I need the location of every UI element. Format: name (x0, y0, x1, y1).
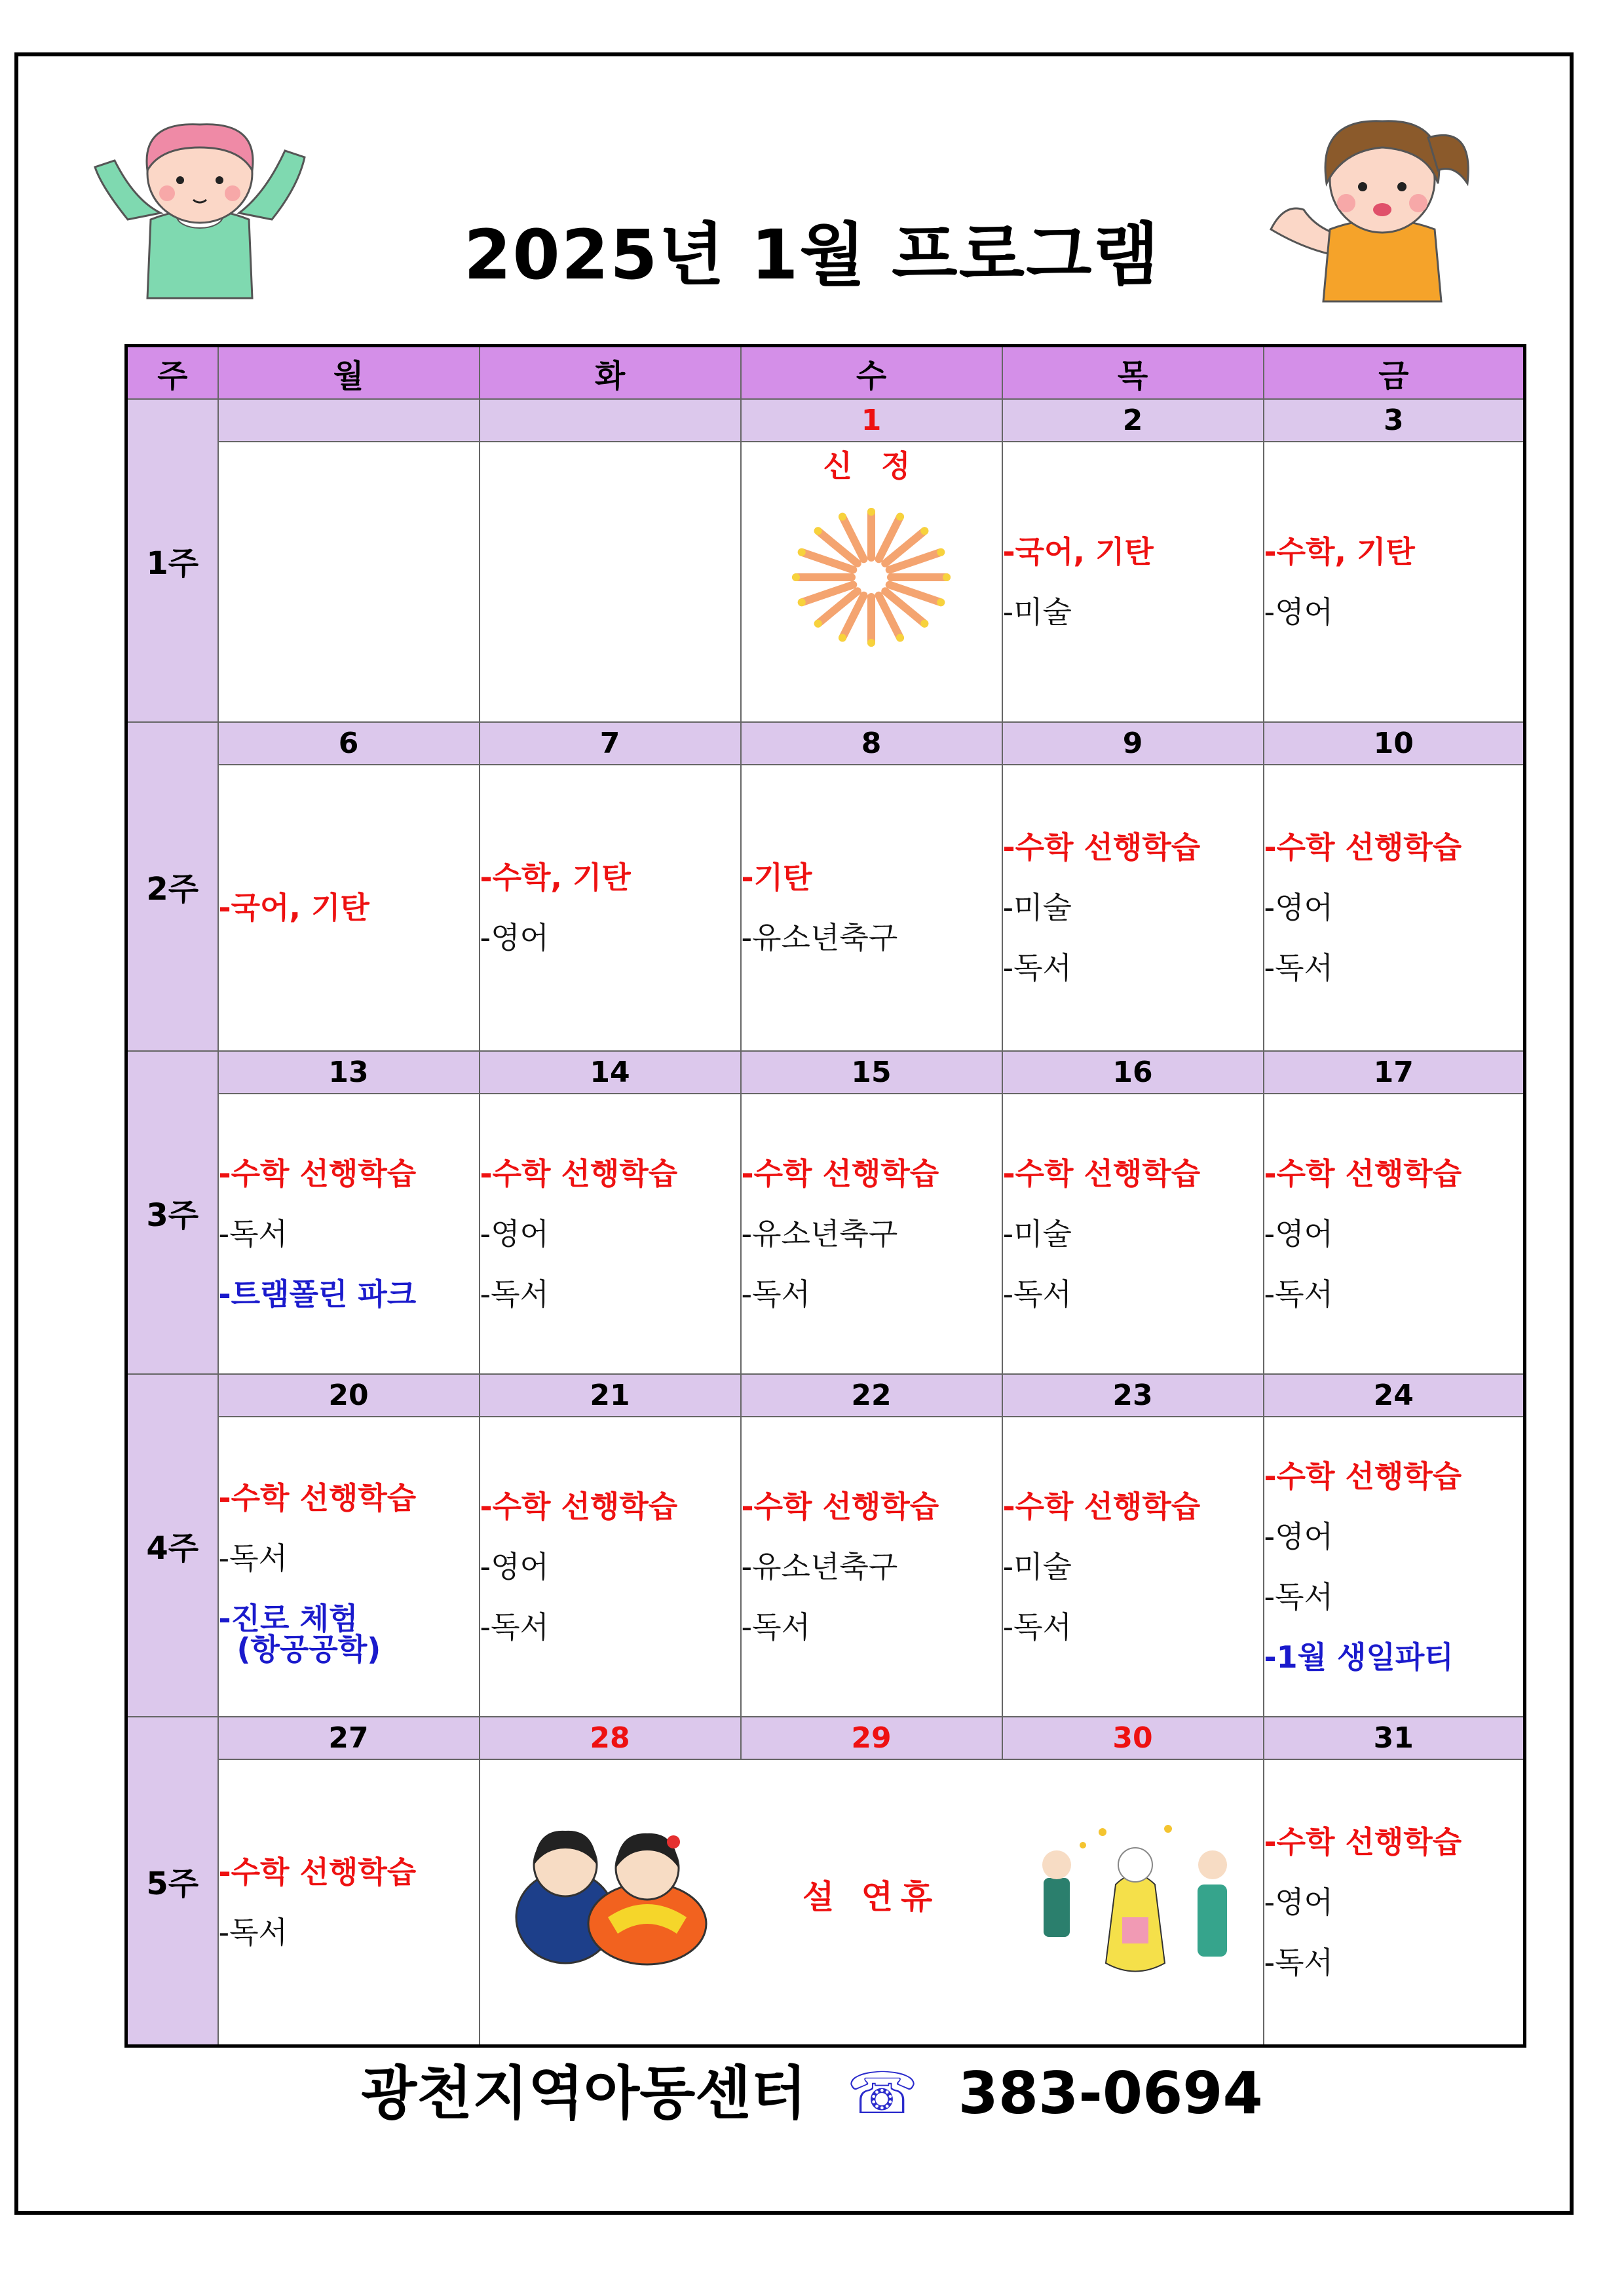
program-cell (218, 442, 480, 721)
program-cell (741, 765, 1002, 1052)
date-cell (218, 399, 480, 442)
header-week: 주 (126, 346, 218, 400)
program-item: -수학 선행학습 (480, 1488, 678, 1524)
program-item: -수학 선행학습 (480, 1156, 678, 1192)
program-item: -영어 (480, 1548, 549, 1584)
date-cell: 13 (218, 1051, 480, 1094)
program-cell (1002, 1094, 1264, 1373)
program-item: -수학 선행학습 (1002, 1488, 1201, 1524)
program-row (126, 1417, 1525, 1717)
week-label: 2주 (126, 722, 218, 1052)
date-cell: 8 (741, 722, 1002, 765)
program-item: -독서 (1002, 1276, 1072, 1312)
program-item: -수학 선행학습 (741, 1488, 939, 1524)
program-item: -진로 체험 (218, 1600, 358, 1636)
program-item: -독서 (1264, 950, 1333, 986)
date-cell: 10 (1264, 722, 1525, 765)
program-subnote: (항공공학) (236, 1631, 381, 1667)
date-cell: 16 (1002, 1051, 1264, 1094)
date-cell: 1 (741, 399, 1002, 442)
program-item: -수학, 기탄 (480, 860, 631, 896)
program-item: -독서 (1002, 950, 1072, 986)
header-thu: 목 (1002, 346, 1264, 400)
program-cell (1264, 1759, 1525, 2046)
program-cell (218, 765, 480, 1052)
program-item: -독서 (1264, 1578, 1333, 1615)
date-cell: 15 (741, 1051, 1002, 1094)
program-cell (1264, 765, 1525, 1052)
header-tue: 화 (480, 346, 741, 400)
date-cell: 3 (1264, 399, 1525, 442)
program-item: -유소년축구 (741, 920, 898, 956)
date-cell: 30 (1002, 1717, 1264, 1759)
calendar-table (124, 344, 1526, 2048)
program-item: -수학 선행학습 (1264, 1458, 1462, 1494)
header-row (126, 346, 1525, 400)
date-row (126, 1051, 1525, 1094)
header-fri: 금 (1264, 346, 1525, 400)
header-mon: 월 (218, 346, 480, 400)
program-cell (1002, 1417, 1264, 1717)
program-cell (218, 1759, 480, 2046)
program-item: -1월 생일파티 (1264, 1639, 1454, 1675)
holiday-label: 설 연휴 (803, 1878, 941, 1916)
program-item: -독서 (1264, 1944, 1333, 1980)
program-cell (218, 1417, 480, 1717)
date-cell (480, 399, 741, 442)
program-item: -유소년축구 (741, 1548, 898, 1584)
program-item: -독서 (480, 1609, 549, 1645)
program-item: -수학 선행학습 (1002, 1156, 1201, 1192)
new-year-label: 신 정 (823, 448, 920, 484)
date-cell: 22 (741, 1374, 1002, 1417)
program-item: -영어 (480, 1216, 549, 1252)
program-item: -수학 선행학습 (218, 1480, 417, 1516)
program-item: -영어 (480, 920, 549, 956)
program-item: -독서 (1264, 1276, 1333, 1312)
program-item: -영어 (1264, 594, 1333, 630)
week-label: 1주 (126, 399, 218, 722)
date-row (126, 1717, 1525, 1759)
date-row (126, 399, 1525, 442)
date-cell: 28 (480, 1717, 741, 1759)
program-cell (741, 1417, 1002, 1717)
date-cell: 21 (480, 1374, 741, 1417)
date-cell: 2 (1002, 399, 1264, 442)
fireworks-icon (780, 505, 963, 656)
program-item: -영어 (1264, 1518, 1333, 1554)
header-wed: 수 (741, 346, 1002, 400)
page-title: 2025년 1월 프로그램 (463, 215, 1160, 295)
program-item: -기탄 (741, 860, 812, 896)
program-row (126, 1094, 1525, 1373)
seollal-lucky-bag-illustration (1024, 1819, 1247, 1983)
program-item: -독서 (218, 1540, 288, 1576)
program-item: -영어 (1264, 1216, 1333, 1252)
program-item: -미술 (1002, 1548, 1072, 1584)
phone-number: 383-0694 (958, 2059, 1263, 2127)
program-cell (480, 442, 741, 721)
week-label: 5주 (126, 1717, 218, 2046)
date-cell: 20 (218, 1374, 480, 1417)
program-item: -독서 (480, 1276, 549, 1312)
date-cell: 27 (218, 1717, 480, 1759)
date-cell: 17 (1264, 1051, 1525, 1094)
program-item: -수학, 기탄 (1264, 533, 1415, 569)
program-item: -국어, 기탄 (1002, 533, 1154, 569)
program-item: -수학 선행학습 (741, 1156, 939, 1192)
week-label: 4주 (126, 1374, 218, 1717)
program-item: -미술 (1002, 890, 1072, 926)
program-item: -독서 (741, 1609, 810, 1645)
program-item: -독서 (741, 1276, 810, 1312)
program-item: -독서 (1002, 1609, 1072, 1645)
new-year-cell (741, 442, 1002, 721)
program-cell (480, 1094, 741, 1373)
date-cell: 31 (1264, 1717, 1525, 1759)
program-item: -수학 선행학습 (1264, 830, 1462, 866)
program-cell (480, 765, 741, 1052)
program-cell (1264, 1417, 1525, 1717)
program-cell (1002, 442, 1264, 721)
phone-icon: ☏ (846, 2059, 918, 2127)
seollal-couple-illustration (500, 1819, 716, 1970)
program-cell (218, 1094, 480, 1373)
program-item: -미술 (1002, 1216, 1072, 1252)
program-item: -영어 (1264, 890, 1333, 926)
week-label: 3주 (126, 1051, 218, 1374)
center-name: 광천지역아동센터 (361, 2059, 807, 2127)
program-item: -수학 선행학습 (218, 1854, 417, 1890)
date-cell: 29 (741, 1717, 1002, 1759)
date-cell: 9 (1002, 722, 1264, 765)
program-item: -미술 (1002, 594, 1072, 630)
program-cell (741, 1094, 1002, 1373)
date-row (126, 1374, 1525, 1417)
program-cell (1264, 1094, 1525, 1373)
program-item: -국어, 기탄 (218, 890, 369, 926)
date-cell: 7 (480, 722, 741, 765)
program-cell (480, 1417, 741, 1717)
program-item: -트램폴린 파크 (218, 1276, 417, 1312)
footer (0, 2048, 1624, 2130)
program-cell (1264, 442, 1525, 721)
program-item: -독서 (218, 1216, 288, 1252)
program-item: -수학 선행학습 (1002, 830, 1201, 866)
date-cell: 14 (480, 1051, 741, 1094)
date-cell: 24 (1264, 1374, 1525, 1417)
program-item: -영어 (1264, 1884, 1333, 1920)
program-item: -수학 선행학습 (218, 1156, 417, 1192)
date-cell: 6 (218, 722, 480, 765)
program-item: -유소년축구 (741, 1216, 898, 1252)
program-row (126, 765, 1525, 1052)
program-row (126, 442, 1525, 721)
date-row (126, 722, 1525, 765)
program-item: -수학 선행학습 (1264, 1156, 1462, 1192)
program-item: -수학 선행학습 (1264, 1824, 1462, 1860)
program-item: -독서 (218, 1914, 288, 1950)
date-cell: 23 (1002, 1374, 1264, 1417)
program-cell (1002, 765, 1264, 1052)
